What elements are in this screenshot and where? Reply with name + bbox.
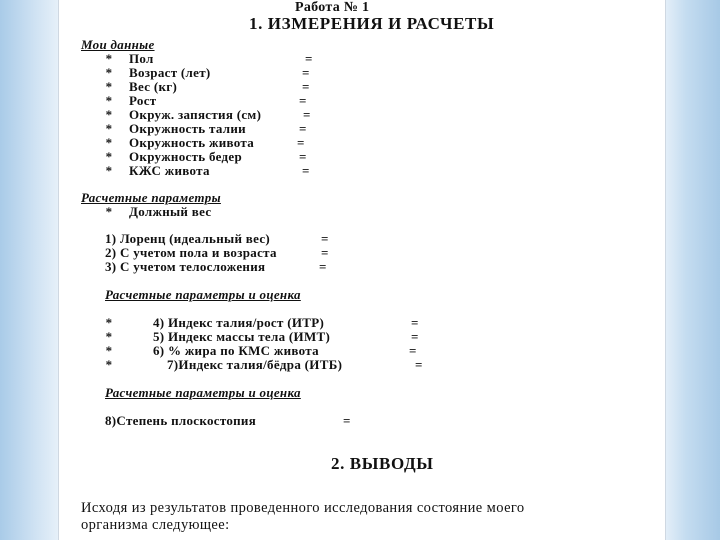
item-label: 5) Индекс массы тела (ИМТ) (153, 329, 331, 344)
bullet: * (105, 121, 113, 136)
my-data-heading: Мои данные (81, 37, 155, 52)
item-label: 2) С учетом пола и возраста (105, 245, 277, 260)
right-background-panel (664, 0, 720, 540)
section-title-conclusions: 2. ВЫВОДЫ (331, 454, 434, 473)
item-label: 1) Лоренц (идеальный вес) (105, 231, 271, 246)
equals-sign: = (411, 329, 419, 344)
equals-sign: = (303, 107, 311, 122)
item-label: 6) % жира по КМС живота (153, 343, 319, 358)
bullet: * (105, 329, 113, 344)
item-label: 3) С учетом телосложения (105, 259, 266, 274)
calc-eval-heading: Расчетные параметры и оценка (105, 287, 301, 302)
calc-params-heading: Расчетные параметры (81, 190, 221, 205)
bullet: * (105, 65, 113, 80)
equals-sign: = (297, 135, 305, 150)
item-label: Окружность живота (129, 135, 255, 150)
item-label: 7)Индекс талия/бёдра (ИТБ) (167, 357, 343, 372)
bullet: * (105, 163, 113, 178)
item-label: 4) Индекс талия/рост (ИТР) (153, 315, 325, 330)
equals-sign: = (409, 343, 417, 358)
conclusion-text-line2: организма следующее: (81, 517, 230, 533)
bullet: * (105, 51, 113, 66)
bullet: * (105, 107, 113, 122)
conclusion-text-line1: Исходя из результатов проведенного исследования состояние моего (81, 500, 525, 516)
document-page (58, 0, 666, 540)
bullet: * (105, 204, 113, 219)
item-label: Окружность бедер (129, 149, 242, 164)
bullet: * (105, 79, 113, 94)
equals-sign: = (319, 259, 327, 274)
bullet: * (105, 315, 113, 330)
item-label: Пол (129, 51, 154, 66)
left-background-panel (0, 0, 58, 540)
equals-sign: = (305, 51, 313, 66)
item-label: Вес (кг) (129, 79, 178, 94)
equals-sign: = (299, 149, 307, 164)
item-label: Окружность талии (129, 121, 246, 136)
equals-sign: = (321, 231, 329, 246)
flatfoot-degree-label: 8)Степень плоскостопия (105, 413, 257, 428)
section-title-measurements: 1. ИЗМЕРЕНИЯ И РАСЧЕТЫ (249, 14, 495, 33)
bullet: * (105, 357, 113, 372)
bullet: * (105, 343, 113, 358)
bullet: * (105, 149, 113, 164)
equals-sign: = (411, 315, 419, 330)
work-title: Работа № 1 (295, 0, 370, 15)
equals-sign: = (299, 93, 307, 108)
bullet: * (105, 93, 113, 108)
due-weight-label: Должный вес (129, 204, 212, 219)
equals-sign: = (343, 413, 351, 428)
equals-sign: = (415, 357, 423, 372)
item-label: Окруж. запястия (см) (129, 107, 262, 122)
equals-sign: = (299, 121, 307, 136)
equals-sign: = (302, 79, 310, 94)
equals-sign: = (302, 163, 310, 178)
item-label: КЖС живота (129, 163, 210, 178)
item-label: Возраст (лет) (129, 65, 211, 80)
item-label: Рост (129, 93, 157, 108)
calc-eval2-heading: Расчетные параметры и оценка (105, 385, 301, 400)
bullet: * (105, 135, 113, 150)
equals-sign: = (321, 245, 329, 260)
equals-sign: = (302, 65, 310, 80)
